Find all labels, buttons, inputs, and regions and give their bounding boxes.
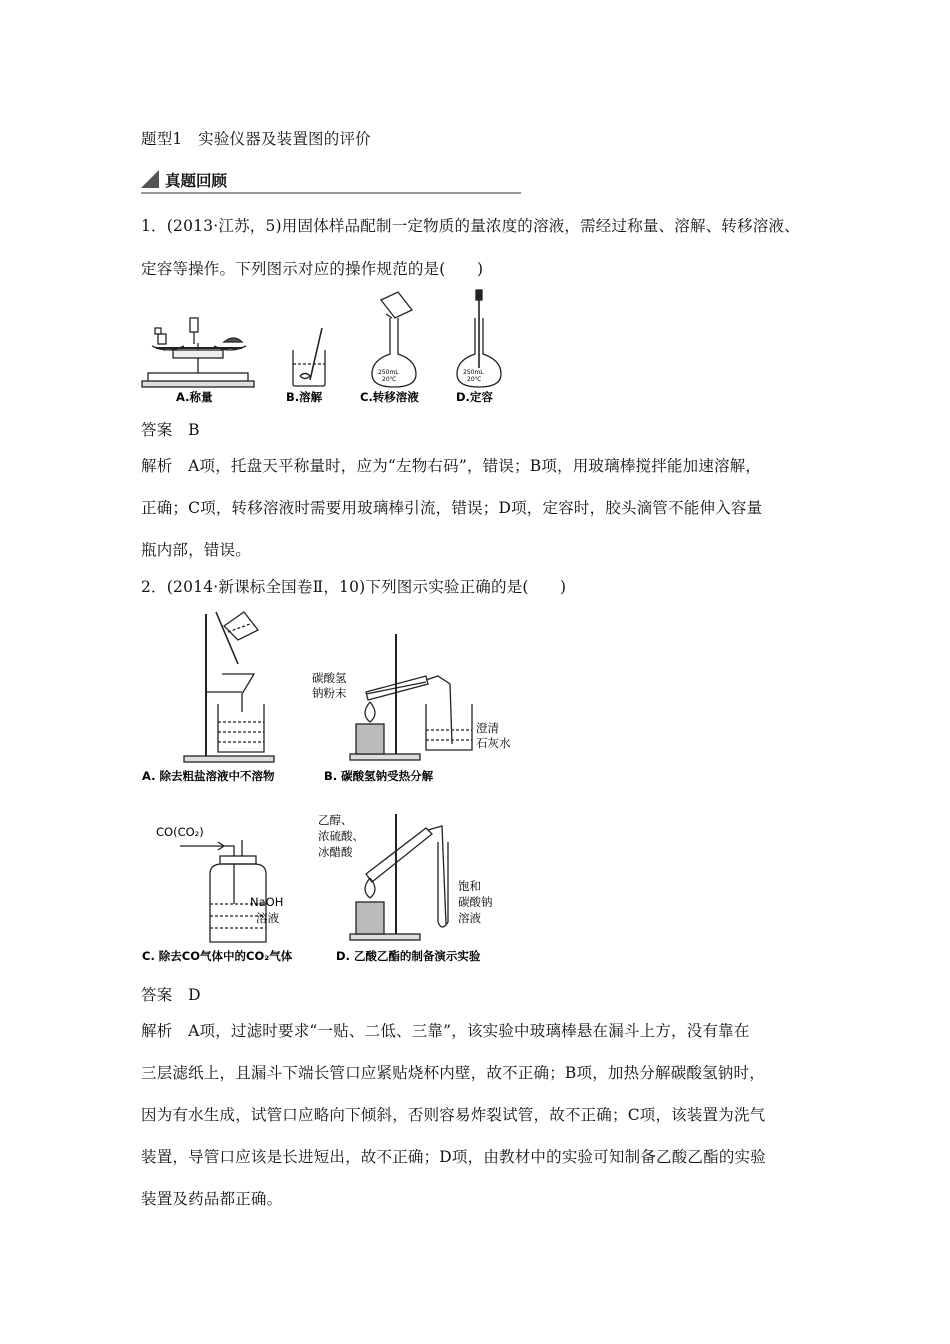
q2-d-label-3: 冰醋酸 xyxy=(318,845,353,859)
section-triangle-icon xyxy=(141,170,159,188)
q2-figure xyxy=(138,604,518,966)
q2-caption-a: A. 除去粗盐溶液中不溶物 xyxy=(142,769,275,783)
q1-analysis-line-2: 正确；C项，转移溶液时需要用玻璃棒引流，错误；D项，定容时，胶头滴管不能伸入容量 xyxy=(141,499,763,517)
q1-flask-c-label-2: 20℃ xyxy=(382,376,397,383)
q1-analysis-line-1: 解析 A项，托盘天平称量时，应为“左物右码”，错误；B项，用玻璃棒搅拌能加速溶解， xyxy=(141,457,762,475)
q2-analysis-line-5: 装置及药品都正确。 xyxy=(141,1190,283,1208)
beaker-illustration xyxy=(293,328,325,386)
ester-prep-illustration xyxy=(350,814,448,940)
q2-analysis-line-1: 解析 A项，过滤时要求“一贴、二低、三靠”，该实验中玻璃棒悬在漏斗上方，没有靠在 xyxy=(141,1022,750,1040)
q1-caption-c: C.转移溶液 xyxy=(360,390,419,404)
q1-caption-a: A.称量 xyxy=(176,390,213,404)
q2-c-label-1: NaOH xyxy=(250,895,284,909)
q2-caption-d: D. 乙酸乙酯的制备演示实验 xyxy=(336,949,481,963)
q2-answer: 答案 D xyxy=(141,986,201,1004)
section-rule xyxy=(141,192,521,194)
q2-d-label-2: 浓硫酸、 xyxy=(318,829,364,843)
q2-b-label-2: 钠粉末 xyxy=(312,686,347,700)
q2-caption-c: C. 除去CO气体中的CO₂气体 xyxy=(142,949,293,963)
q1-flask-d-label-2: 20℃ xyxy=(467,376,482,383)
q2-caption-b: B. 碳酸氢钠受热分解 xyxy=(324,769,434,783)
q1-caption-d: D.定容 xyxy=(456,390,493,404)
q1-answer: 答案 B xyxy=(141,421,200,439)
q2-d-label-5: 碳酸钠 xyxy=(458,895,493,909)
q1-figure xyxy=(138,288,518,410)
q2-c-label-2: 溶液 xyxy=(256,911,279,925)
section-heading xyxy=(141,168,521,194)
q2-analysis-line-4: 装置，导管口应该是长进短出，故不正确；D项，由教材中的实验可知制备乙酸乙酯的实验 xyxy=(141,1148,766,1166)
q1-flask-d-label-1: 250mL xyxy=(463,369,484,376)
balance-illustration xyxy=(142,318,254,387)
q2-b-label-3: 澄清 xyxy=(476,721,499,735)
q2-analysis-line-2: 三层滤纸上，且漏斗下端长管口应紧贴烧杯内壁，故不正确；B项，加热分解碳酸氢钠时， xyxy=(141,1064,765,1082)
q2-b-label-1: 碳酸氢 xyxy=(312,671,347,685)
section-heading-text: 真题回顾 xyxy=(165,172,228,190)
q1-caption-b: B.溶解 xyxy=(286,390,323,404)
filtration-illustration xyxy=(184,612,274,762)
q1-stem-line-1: 1．(2013·江苏，5)用固体样品配制一定物质的量浓度的溶液，需经过称量、溶解、转移溶液、 xyxy=(141,217,800,235)
q1-analysis-line-3: 瓶内部，错误。 xyxy=(141,541,251,559)
q2-d-label-4: 饱和 xyxy=(458,879,481,893)
page-title: 题型1 实验仪器及装置图的评价 xyxy=(141,130,371,148)
q2-d-label-1: 乙醇、 xyxy=(318,813,353,827)
q2-stem-line-1: 2．(2014·新课标全国卷Ⅱ，10)下列图示实验正确的是( ) xyxy=(141,578,567,596)
q2-b-label-4: 石灰水 xyxy=(476,736,511,750)
decomposition-illustration xyxy=(350,634,472,760)
q1-stem-line-2: 定容等操作。下列图示对应的操作规范的是( ) xyxy=(141,260,484,278)
q2-analysis-line-3: 因为有水生成，试管口应略向下倾斜，否则容易炸裂试管，故不正确；C项，该装置为洗气 xyxy=(141,1106,766,1124)
gas-wash-bottle-illustration xyxy=(180,840,266,942)
q2-d-label-6: 溶液 xyxy=(458,911,481,925)
q2-c-gas-label: CO(CO₂) xyxy=(156,825,204,839)
q1-flask-c-label-1: 250mL xyxy=(378,369,399,376)
